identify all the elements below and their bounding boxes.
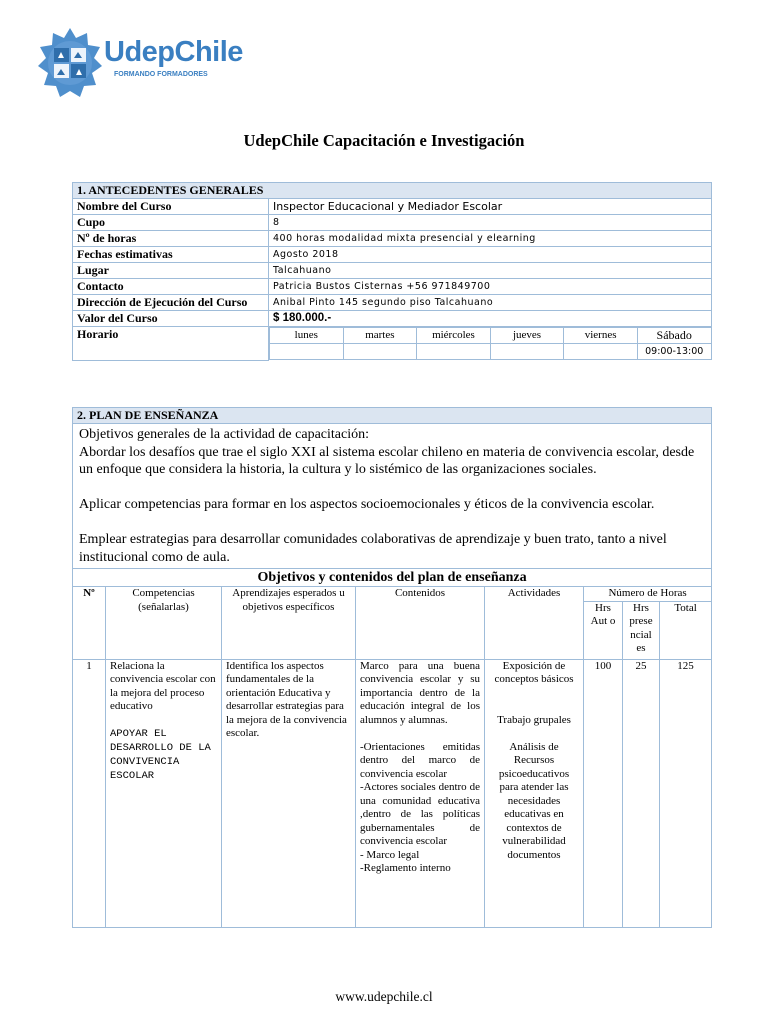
section2-heading: 2. PLAN DE ENSEÑANZA	[73, 408, 712, 424]
table-row	[73, 263, 712, 279]
competencia-text: Relaciona la convivencia escolar con la mejora del proceso educativo	[110, 659, 216, 712]
contenido-text: Marco para una buena convivencia escolar y su importancia dentro de la educación integral de los alumnos y alumnas.	[360, 659, 480, 726]
row-label: Fechas estimativas	[73, 247, 269, 263]
contenido-text: - Marco legal	[360, 848, 420, 861]
objective-text: Emplear estrategias para desarrollar comunidades colaborativas de aprendizaje y buen trato, tanto a nivel institucional como de aula.	[79, 532, 667, 565]
col-header-competencias: Competencias (señalarlas)	[106, 587, 222, 660]
udepchile-emblem-icon	[36, 24, 104, 100]
table-row	[73, 327, 712, 361]
contenido-text: -Reglamento interno	[360, 862, 451, 874]
table-row	[73, 215, 712, 231]
contenidos-cell	[356, 659, 485, 927]
row-value: Patricia Bustos Cisternas +56 971849700	[269, 279, 712, 295]
udepchile-logo	[36, 24, 243, 100]
col-header-aprendizajes: Aprendizajes esperados u objetivos específicos	[222, 587, 356, 660]
general-objectives	[73, 424, 712, 569]
col-header-contenidos: Contenidos	[356, 587, 485, 660]
objective-text: Abordar los desafíos que trae el siglo XXI al sistema escolar chileno en materia de convivencia escolar, desde un enfoque que considera la historia, la cultura y lo sistémico de las organizaciones sociales.	[79, 444, 695, 477]
actividad-text: Análisis de Recursos psicoeducativos para atender las necesidades educativas en contextos de vulnerabilidad documentos	[498, 740, 570, 861]
total-hours-value: 125	[660, 659, 712, 927]
contenido-text: -Orientaciones emitidas dentro del marco de convivencia escolar	[360, 740, 480, 780]
row-label: Nº de horas	[73, 231, 269, 247]
competencia-cell	[106, 659, 222, 927]
general-info-table	[72, 182, 712, 361]
row-label: Contacto	[73, 279, 269, 295]
table-row	[73, 247, 712, 263]
schedule-table	[269, 327, 712, 360]
row-value: 400 horas modalidad mixta presencial y elearning	[269, 231, 712, 247]
col-header-total: Total	[660, 601, 712, 659]
footer-website: www.udepchile.cl	[335, 989, 433, 1004]
col-header-num: Nº	[73, 587, 106, 660]
time-cell	[270, 344, 344, 360]
time-cell	[564, 344, 638, 360]
day-cell: viernes	[564, 328, 638, 344]
course-name-value: Inspector Educacional y Mediador Escolar	[269, 199, 712, 215]
logo-wordmark: UdepChile	[104, 36, 243, 68]
row-value: Talcahuano	[269, 263, 712, 279]
competencia-caps: APOYAR EL DESARROLLO DE LA CONVIVENCIA ESCOLAR	[110, 728, 211, 782]
row-label: Nombre del Curso	[73, 199, 269, 215]
teaching-plan-table	[72, 407, 712, 928]
schedule-label: Horario	[73, 327, 269, 361]
time-cell	[417, 344, 491, 360]
day-cell: Sábado	[637, 328, 711, 344]
plan-table-title: Objetivos y contenidos del plan de enseñanza	[73, 569, 712, 587]
hrs-presenciales-value: 25	[623, 659, 660, 927]
row-value: Agosto 2018	[269, 247, 712, 263]
table-row	[73, 279, 712, 295]
col-header-actividades: Actividades	[485, 587, 584, 660]
day-cell: martes	[343, 328, 417, 344]
row-label: Cupo	[73, 215, 269, 231]
hrs-auto-value: 100	[584, 659, 623, 927]
row-value: Anibal Pinto 145 segundo piso Talcahuano	[269, 295, 712, 311]
day-cell: lunes	[270, 328, 344, 344]
table-row	[73, 311, 712, 327]
time-cell: 09:00-13:00	[637, 344, 711, 360]
col-header-hrs-auto: Hrs Aut o	[584, 601, 623, 659]
price-value: $ 180.000.-	[269, 311, 712, 327]
row-value: 8	[269, 215, 712, 231]
objectives-intro: Objetivos generales de la actividad de capacitación:	[79, 427, 369, 442]
section1-heading: 1. ANTECEDENTES GENERALES	[73, 183, 712, 199]
table-row	[73, 659, 712, 927]
table-row	[73, 199, 712, 215]
row-number: 1	[73, 659, 106, 927]
actividad-text: Exposición de conceptos básicos	[494, 659, 574, 685]
actividades-cell	[485, 659, 584, 927]
col-header-horas: Número de Horas	[584, 587, 712, 602]
document-title: UdepChile Capacitación e Investigación	[243, 131, 525, 150]
table-row	[73, 295, 712, 311]
objective-text: Aplicar competencias para formar en los aspectos socioemocionales y éticos de la convivencia escolar.	[79, 497, 655, 512]
logo-tagline: FORMANDO FORMADORES	[114, 71, 208, 78]
actividad-text: Trabajo grupales	[497, 713, 571, 726]
contenido-text: -Actores sociales dentro de una comunidad educativa ,dentro de las políticas gubernamentales de convivencia escolar	[360, 781, 480, 847]
row-label: Lugar	[73, 263, 269, 279]
time-cell	[490, 344, 564, 360]
row-label: Dirección de Ejecución del Curso	[73, 295, 269, 311]
time-cell	[343, 344, 417, 360]
aprendizaje-cell: Identifica los aspectos fundamentales de la orientación Educativa y desarrollar estrategias para la mejora de la convivencia escolar.	[222, 659, 356, 927]
col-header-hrs-presenciales: Hrs prese ncial es	[623, 601, 660, 659]
row-label: Valor del Curso	[73, 311, 269, 327]
table-row	[73, 231, 712, 247]
day-cell: jueves	[490, 328, 564, 344]
day-cell: miércoles	[417, 328, 491, 344]
